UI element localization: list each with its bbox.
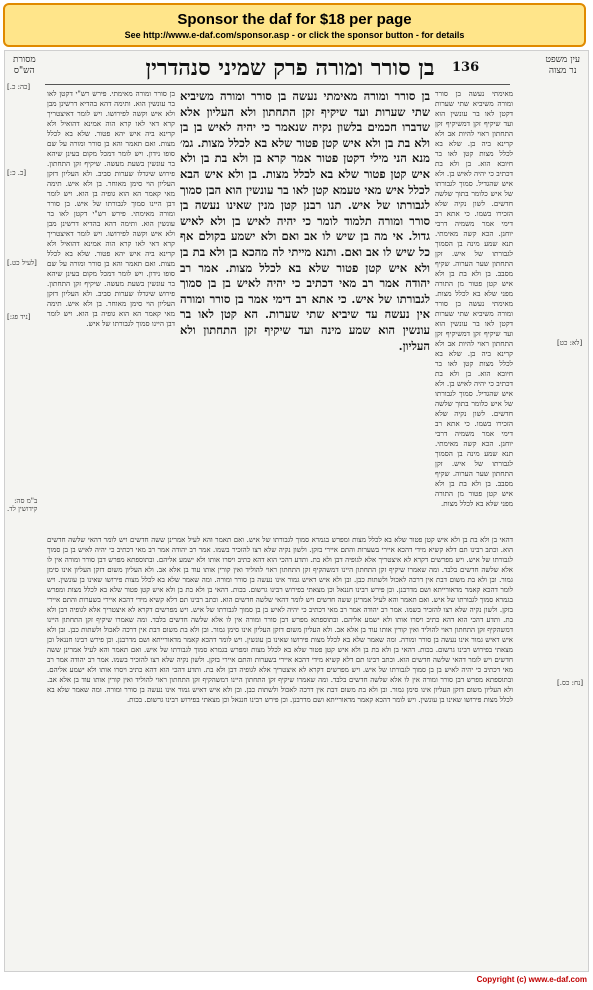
rashi-column: מאימתי נעשה בן סורר ומורה משיביא שתי שערות דקטן לאו בר עונשין הוא ועד שיקיף זקן דמשיקיף זקן התחתון ראוי להיות אב ולא קרינא ביה בן. שלא בא לכלל מצות קטן לאו בר חיובא הוא. בן ולא בת דכתיב כי יהיה לאיש בן. ולא איש שהגדיל. סמוך לגבורתו של איש כלומר בתוך שלשה חדשים. לשון נקיה שלא הזכירו בשמו. כי אתא רב דימי אמר משמיה דרבי יוחנן. הכא קשה מאימתי. תנא שמע מינה בן הסמוך לגבורתו של איש. זקן התחתון שער הערוה. שקיף מסבב. בן ולא בת בן ולא איש קטן פטור מן התורה מפני שלא בא לכלל מצות. מאימתי נעשה בן סורר ומורה משיביא שתי שערות דקטן לאו בר עונשין הוא ועד שיקיף זקן דמשיקיף זקן התחתון ראוי להיות אב ולא קרינא ביה בן. שלא בא לכלל מצות קטן לאו בר חיובא הוא. בן ולא בת דכתיב כי יהיה לאיש בן. ולא איש שהגדיל. סמוך לגבורתו של איש כלומר בתוך שלשה חדשים. לשון נקיה שלא הזכירו בשמו. כי אתא רב דימי אמר משמיה דרבי יוחנן. הכא קשה מאימתי. תנא שמע מינה בן הסמוך לגבורתו של איש. זקן התחתון שער הערוה. שקיף מסבב. בן ולא בת בן ולא איש קטן פטור מן התורה מפני שלא בא לכלל מצות. [435,89,513,508]
tosafot-column: בן סורר ומורה מאימתי. פירש רש"י דקטן לאו בר עונשין הוא. ותימה דהא בהדיא דרשינן מבן ולא איש וקשה לפירושו. ויש לומר דאיצטריך קרא דאי לאו קרא הוה אמינא דהואיל ולא קרינא ביה איש יהא פטור. שלא בא לכלל מצות. ואם תאמר והא בן סורר ומורה על שם סופו נידון. ויש לומר דמכל מקום בעינן שיהא בר עונשין בשעת מעשה. שיקיף זקן התחתון. פירוש שיגדלו שערות סביב. ולא העליון דזקן העליון הוי סימן מאוחר. בן ולא איש. תימה מאי קאמר הא הוא גופיה בן הוא. ויש לומר דבן היינו סמוך לגבורתו של איש. בן סורר ומורה מאימתי. פירש רש"י דקטן לאו בר עונשין הוא. ותימה דהא בהדיא דרשינן מבן ולא איש וקשה לפירושו. ויש לומר דאיצטריך קרא דאי לאו קרא הוה אמינא דהואיל ולא קרינא ביה איש יהא פטור. שלא בא לכלל מצות. ואם תאמר והא בן סורר ומורה על שם סופו נידון. ויש לומר דמכל מקום בעינן שיהא בר עונשין בשעת מעשה. שיקיף זקן התחתון. פירוש שיגדלו שערות סביב. ולא העליון דזקן העליון הוי סימן מאוחר. בן ולא איש. תימה מאי קאמר הא הוא גופיה בן הוא. ויש לומר דבן היינו סמוך לגבורתו של איש. [47,89,175,328]
rashi-text: מאימתי נעשה בן סורר ומורה משיביא שתי שערות דקטן לאו בר עונשין הוא ועד שיקיף זקן דמשיקיף זקן התחתון ראוי להיות אב ולא קרינא ביה בן. שלא בא לכלל מצות קטן לאו בר חיובא הוא. בן ולא בת דכתיב כי יהיה לאיש בן. ולא איש שהגדיל. סמוך לגבורתו של איש כלומר בתוך שלשה חדשים. לשון נקיה שלא הזכירו בשמו. כי אתא רב דימי אמר משמיה דרבי יוחנן. הכא קשה מאימתי. תנא שמע מינה בן הסמוך לגבורתו של איש. זקן התחתון שער הערוה. שקיף מסבב. בן ולא בת בן ולא איש קטן פטור מן התורה מפני שלא בא לכלל מצות. [435,89,513,298]
ein-mishpat-label [546,55,580,77]
talmud-page [4,50,589,972]
margin-note: ב"מ סה: קידושין לד. [7,497,38,513]
margin-note: [לעיל כט.] [7,259,37,267]
banner-subtitle[interactable]: See http://www.e-daf.com/sponsor.asp - or click the sponsor button - for details [124,30,465,40]
banner-title[interactable]: Sponsor the daf for $18 per page [177,11,412,28]
page-number: 136 [452,60,480,75]
margin-note: [לא: כט] [557,339,583,347]
masoret-hashas-text: מסורת הש"ס [13,55,36,76]
header-divider [45,84,510,85]
tosafot-text: בן סורר ומורה מאימתי. פירש רש"י דקטן לאו בר עונשין הוא. ותימה דהא בהדיא דרשינן מבן ולא איש וקשה לפירושו. ויש לומר דאיצטריך קרא דאי לאו קרא הוה אמינא דהואיל ולא קרינא ביה איש יהא פטור. שלא בא לכלל מצות. ואם תאמר והא בן סורר ומורה על שם סופו נידון. ויש לומר דמכל מקום בעינן שיהא בר עונשין בשעת מעשה. שיקיף זקן התחתון. פירוש שיגדלו שערות סביב. ולא העליון דזקן העליון הוי סימן מאוחר. בן ולא איש. תימה מאי קאמר הא הוא גופיה בן הוא. ויש לומר דבן היינו סמוך לגבורתו של איש. [47,89,175,208]
bottom-commentary-text: דהאי בן ולא בת בן ולא איש קטן פטור שלא בא לכלל מצות ומפרש בגמרא סמוך לגבורתו של איש. ואם תאמר והא לעיל אמרינן ששה חדשים ויש לומר דהאי שלשה חדשים הוא. וכתב רבינו תם דלא קשיא מידי דהכא איירי בשערות והתם איירי בזקן. ולשון נקיה שלא רצו להזכיר בשמו. אמר רב יהודה אמר רב מאי דכתיב כי יהיה לאיש בן בן סמוך לגבורתו של איש. ויש מפרשים דקרא לא איצטריך אלא לגופיה דבן ולא בת. ותדע דהכי הוא דהא כתיב ויסרו אותו ולא ישמע אליהם. ובתוספתא מפרש דבן סורר ומורה אין לו אלא שלשה חדשים בלבד. ומה שאמרו שיקיף זקן התחתון היינו דמשהקיף זקן התחתון ראוי להוליד ואין קורין אותו עוד בן אלא אב. ולא העליון משום דזקן העליון אינו סימן גמור. ובן ולא בת משום דבת אין דרכה לאכול ולשתות כבן. ובן ולא איש דאיש גמור אינו נעשה בן סורר ומורה. ומה שאמר שלא בא לכלל מצות פירושו שאינו בן עונשין. ויש לומר דהכא קאמר מדאורייתא ושם מדרבנן. וכן פירש רבינו חננאל וכן מצאתי בפירוש רבינו גרשום. בכות. [47,536,513,594]
page-title: בן סורר ומורה פרק שמיני סנהדרין [145,55,435,81]
page-header [5,55,588,83]
sponsor-banner[interactable] [3,3,586,47]
masoret-hashas-label [13,55,36,77]
gemara-column [180,89,430,529]
margin-note: [כ. כ:] [7,169,27,177]
margin-note: [נח: כס.] [557,679,584,687]
margin-note: [ניד פג:] [7,313,31,321]
ein-mishpat-text: עין משפט נר מצוה [545,55,580,76]
copyright-link[interactable]: Copyright (c) www.e-daf.com [476,975,587,984]
margin-note: [כה: כ.] [7,83,31,91]
bottom-commentary: דהאי בן ולא בת בן ולא איש קטן פטור שלא בא לכלל מצות ומפרש בגמרא סמוך לגבורתו של איש. ואם תאמר והא לעיל אמרינן ששה חדשים ויש לומר דהאי שלשה חדשים הוא. וכתב רבינו תם דלא קשיא מידי דהכא איירי בשערות והתם איירי בזקן. ולשון נקיה שלא רצו להזכיר בשמו. אמר רב יהודה אמר רב מאי דכתיב כי יהיה לאיש בן בן סמוך לגבורתו של איש. ויש מפרשים דקרא לא איצטריך אלא לגופיה דבן ולא בת. ותדע דהכי הוא דהא כתיב ויסרו אותו ולא ישמע אליהם. ובתוספתא מפרש דבן סורר ומורה אין לו אלא שלשה חדשים בלבד. ומה שאמרו שיקיף זקן התחתון היינו דמשהקיף זקן התחתון ראוי להוליד ואין קורין אותו עוד בן אלא אב. ולא העליון משום דזקן העליון אינו סימן גמור. ובן ולא בת משום דבת אין דרכה לאכול ולשתות כבן. ובן ולא איש דאיש גמור אינו נעשה בן סורר ומורה. ומה שאמר שלא בא לכלל מצות פירושו שאינו בן עונשין. ויש לומר דהכא קאמר מדאורייתא ושם מדרבנן. וכן פירש רבינו חננאל וכן מצאתי בפירוש רבינו גרשום. בכות. דהאי בן ולא בת בן ולא איש קטן פטור שלא בא לכלל מצות ומפרש בגמרא סמוך לגבורתו של איש. ואם תאמר והא לעיל אמרינן ששה חדשים ויש לומר דהאי שלשה חדשים הוא. וכתב רבינו תם דלא קשיא מידי דהכא איירי בשערות והתם איירי בזקן. ולשון נקיה שלא רצו להזכיר בשמו. אמר רב יהודה אמר רב מאי דכתיב כי יהיה לאיש בן בן סמוך לגבורתו של איש. ויש מפרשים דקרא לא איצטריך אלא לגופיה דבן ולא בת. ותדע דהכי הוא דהא כתיב ויסרו אותו ולא ישמע אליהם. ובתוספתא מפרש דבן סורר ומורה אין לו אלא שלשה חדשים בלבד. ומה שאמרו שיקיף זקן התחתון היינו דמשהקיף זקן התחתון ראוי להוליד ואין קורין אותו עוד בן אלא אב. ולא העליון משום דזקן העליון אינו סימן גמור. ובן ולא בת משום דבת אין דרכה לאכול ולשתות כבן. ובן ולא איש דאיש גמור אינו נעשה בן סורר ומורה. ומה שאמר שלא בא לכלל מצות פירושו שאינו בן עונשין. ויש לומר דהכא קאמר מדאורייתא ושם מדרבנן. וכן פירש רבינו חננאל וכן מצאתי בפירוש רבינו גרשום. בכות. דהאי בן ולא בת בן ולא איש קטן פטור שלא בא לכלל מצות ומפרש בגמרא סמוך לגבורתו של איש. ואם תאמר והא לעיל אמרינן ששה חדשים ויש לומר דהאי שלשה חדשים הוא. וכתב רבינו תם דלא קשיא מידי דהכא איירי בשערות והתם איירי בזקן. ולשון נקיה שלא רצו להזכיר בשמו. אמר רב יהודה אמר רב מאי דכתיב כי יהיה לאיש בן בן סמוך לגבורתו של איש. ויש מפרשים דקרא לא איצטריך אלא לגופיה דבן ולא בת. ותדע דהכי הוא דהא כתיב ויסרו אותו ולא ישמע אליהם. ובתוספתא מפרש דבן סורר ומורה אין לו אלא שלשה חדשים בלבד. ומה שאמרו שיקיף זקן התחתון היינו דמשהקיף זקן התחתון ראוי להוליד ואין קורין אותו עוד בן אלא אב. ולא העליון משום דזקן העליון אינו סימן גמור. ובן ולא בת משום דבת אין דרכה לאכול ולשתות כבן. ובן ולא איש דאיש גמור אינו נעשה בן סורר ומורה. ומה שאמר שלא בא לכלל מצות פירושו שאינו בן עונשין. ויש לומר דהכא קאמר מדאורייתא ושם מדרבנן. וכן פירש רבינו חננאל וכן מצאתי בפירוש רבינו גרשום. בכות. [47,536,513,704]
gemara-text: בן סורר ומורה מאימתי נעשה בן סורר ומורה משיביא שתי שערות ועד שיקיף זקן התחתון ולא העליון אלא שדברו חכמים בלשון נקיה שנאמר כי יהיה לאיש בן בן ולא בת בן ולא איש קטן פטור שלא בא לכלל מצות. גמ׳ מנא הני מילי דקטן פטור אמר קרא בן ולא בת בן ולא איש קטן פטור שלא בא לכלל מצות. בן ולא איש הבא לכלל איש מאי טעמא קטן לאו בר עונשין הוא הבן סמוך לגבורתו של איש. תנו רבנן קטן מנין שאינו נעשה בן סורר ומורה תלמוד לומר כי יהיה לאיש בן ולא לאיש גדול. אי מה בן שיש לו אב ואם ולא ישמע בקולם אף כל שיש לו אב ואם. ותנא מייתי לה מהכא בן ולא בת בן ולא איש קטן פטור שלא בא לכלל מצות. אמר רב יהודה אמר רב מאי דכתיב כי יהיה לאיש בן בן סמוך לגבורתו של איש. כי אתא רב דימי אמר בן סורר ומורה אין נעשה עד שיביא שתי שערות. הא קטן לאו בר עונשין הוא שמע מינה ועד שיקיף זקן התחתון ולא העליון. [180,89,430,353]
